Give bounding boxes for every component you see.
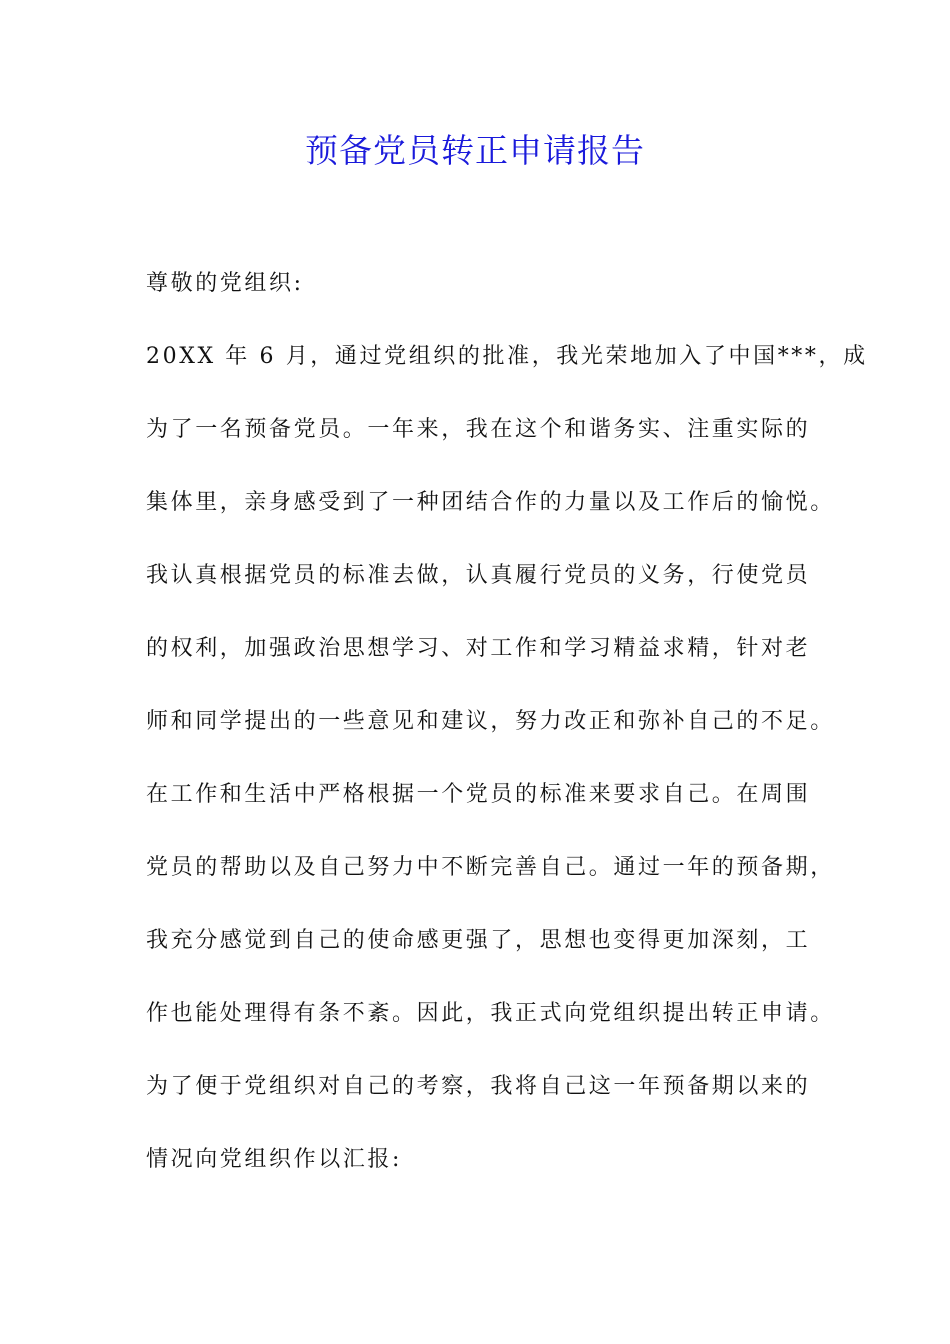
body-line: 作也能处理得有条不紊。因此，我正式向党组织提出转正申请。 xyxy=(146,1001,835,1026)
body-line: 为了便于党组织对自己的考察，我将自己这一年预备期以来的 xyxy=(146,1074,811,1099)
body-line: 在工作和生活中严格根据一个党员的标准来要求自己。在周围 xyxy=(146,782,811,807)
body-line: 的权利，加强政治思想学习、对工作和学习精益求精，针对老 xyxy=(146,636,811,661)
document-title: 预备党员转正申请报告 xyxy=(305,131,645,170)
body-line: 情况向党组织作以汇报: xyxy=(146,1147,403,1172)
salutation: 尊敬的党组织: xyxy=(146,271,304,296)
document-body xyxy=(146,266,868,1215)
body-line: 集体里，亲身感受到了一种团结合作的力量以及工作后的愉悦。 xyxy=(146,490,835,515)
body-line: 我充分感觉到自己的使命感更强了，思想也变得更加深刻，工 xyxy=(146,928,811,953)
body-line: 20XX 年 6 月，通过党组织的批准，我光荣地加入了中国***，成 xyxy=(146,344,868,369)
body-line: 党员的帮助以及自己努力中不断完善自己。通过一年的预备期， xyxy=(146,855,835,880)
body-line: 为了一名预备党员。一年来，我在这个和谐务实、注重实际的 xyxy=(146,417,811,442)
body-line: 师和同学提出的一些意见和建议，努力改正和弥补自己的不足。 xyxy=(146,709,835,734)
body-line: 我认真根据党员的标准去做，认真履行党员的义务，行使党员 xyxy=(146,563,811,588)
